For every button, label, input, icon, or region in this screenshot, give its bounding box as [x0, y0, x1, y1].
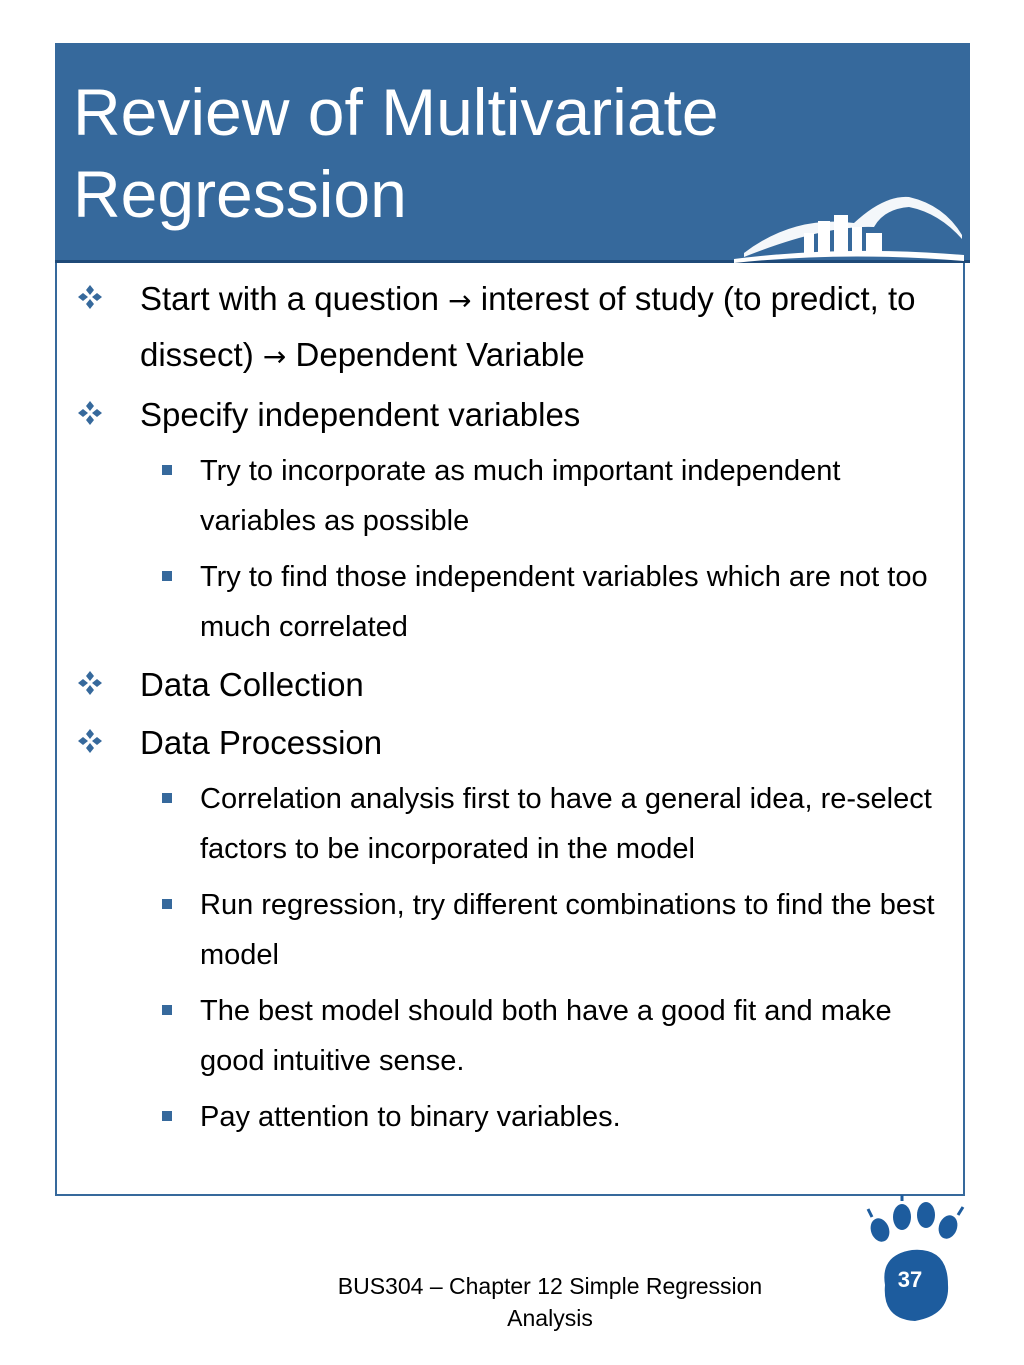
bullet-item [70, 658, 960, 712]
square-bullet-icon [162, 899, 172, 909]
bullet-item [70, 716, 960, 770]
square-bullet-icon [162, 793, 172, 803]
bullet-text-part: Dependent Variable [286, 336, 585, 373]
arrow-right-icon: → [262, 340, 287, 373]
sub-bullet-item [200, 446, 960, 546]
sub-bullet-item [200, 552, 960, 652]
arrow-right-icon: → [448, 284, 472, 317]
sub-bullet-item [200, 986, 960, 1086]
diamond-cluster-icon [76, 283, 104, 311]
bullet-item [70, 272, 960, 384]
sub-bullet-text: Pay attention to binary variables. [200, 1101, 621, 1133]
slide-title [73, 71, 733, 235]
bullet-text-part: Start with a question [140, 280, 449, 317]
bullet-text-part: interest of study (to predict, to dissect) [140, 280, 916, 373]
diamond-cluster-icon [76, 727, 104, 755]
diamond-cluster-icon [76, 669, 104, 697]
square-bullet-icon [162, 1005, 172, 1015]
sub-bullet-item [200, 774, 960, 874]
page-number: 37 [897, 1267, 923, 1292]
sub-bullet-item [200, 1092, 960, 1142]
paw-print-icon [860, 1195, 970, 1330]
sub-bullet-text: Correlation analysis first to have a general idea, re-select factors to be incorporated in the model [200, 783, 932, 865]
slide-footer [290, 1270, 810, 1334]
footer-line-1: BUS304 – Chapter 12 Simple Regression [337, 1273, 763, 1299]
bullet-content [70, 272, 960, 1148]
footer-line-2: Analysis [507, 1305, 593, 1331]
campus-skyline-logo [734, 175, 964, 263]
sub-bullet-item [200, 880, 960, 980]
sub-bullet-text: Run regression, try different combinations to find the best model [200, 889, 935, 971]
square-bullet-icon [162, 571, 172, 581]
sub-bullet-text: The best model should both have a good fit and make good intuitive sense. [200, 995, 892, 1077]
bullet-text: Specify independent variables [140, 396, 581, 433]
diamond-cluster-icon [76, 399, 104, 427]
sub-bullet-text: Try to find those independent variables which are not too much correlated [200, 561, 928, 643]
title-line-2: Regression [73, 157, 407, 231]
bullet-text: Data Procession [140, 724, 383, 761]
sub-bullet-text: Try to incorporate as much important independent variables as possible [200, 455, 841, 537]
square-bullet-icon [162, 1111, 172, 1121]
square-bullet-icon [162, 465, 172, 475]
title-line-1: Review of Multivariate [73, 75, 719, 149]
bullet-item [70, 388, 960, 442]
title-bar [55, 43, 970, 263]
bullet-text: Data Collection [140, 666, 364, 703]
